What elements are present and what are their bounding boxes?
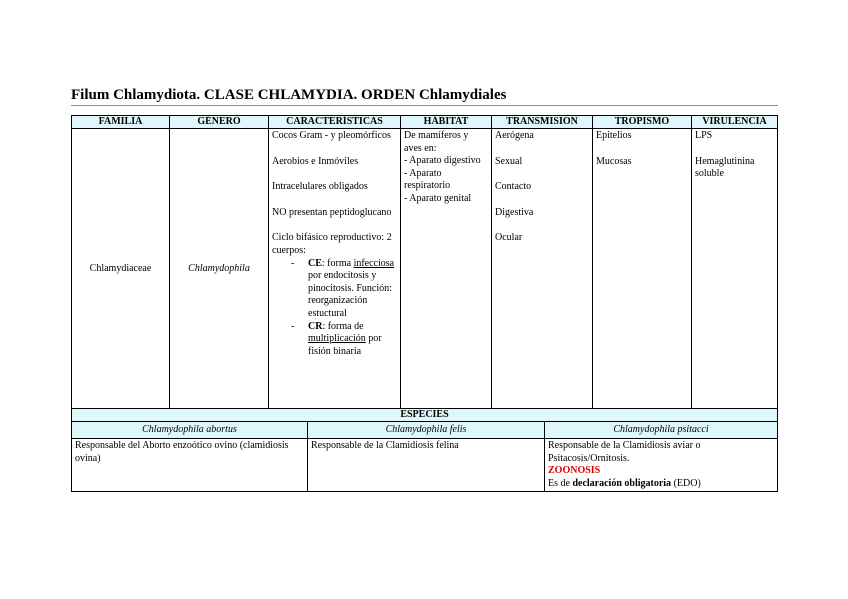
tropismo-item: Epitelios bbox=[596, 130, 632, 141]
cell-transmision bbox=[492, 129, 593, 411]
header-row bbox=[72, 116, 778, 129]
ciclo-item-ce: - CE: forma infecciosa por endocitosis y pinocitosis. Función: reorganización estuctural bbox=[291, 258, 397, 321]
char-line: NO presentan peptidoglucano bbox=[272, 206, 392, 218]
species-name: Chlamydophila abortus bbox=[72, 422, 308, 439]
habitat-item: - Aparato digestivo bbox=[404, 155, 481, 167]
edo-line: Es de declaración obligatoria (EDO) bbox=[548, 477, 701, 489]
virulencia-item: LPS bbox=[695, 130, 713, 141]
char-line: Aerobios e Inmóviles bbox=[272, 155, 359, 167]
species-table bbox=[71, 408, 778, 492]
species-name-row bbox=[72, 422, 778, 439]
header-transmision: TRANSMISIÓN bbox=[492, 116, 593, 129]
char-line: Ciclo bifásico reproductivo: 2 cuerpos: bbox=[272, 232, 392, 256]
habitat-intro: De mamíferos y aves en: bbox=[404, 130, 469, 154]
main-table bbox=[71, 115, 778, 411]
species-desc: Responsable del Aborto enzoótico ovino (clamidiosis ovina) bbox=[72, 439, 308, 492]
species-name: Chlamydophila psitacci bbox=[545, 422, 778, 439]
species-header-row bbox=[72, 409, 778, 422]
virulencia-item: Hemaglutinina soluble bbox=[695, 155, 755, 180]
header-virulencia: VIRULENCIA bbox=[692, 116, 778, 129]
header-genero: GÉNERO bbox=[170, 116, 269, 129]
transmision-item: Ocular bbox=[495, 232, 523, 244]
char-line: Cocos Gram - y pleomórficos bbox=[272, 130, 391, 141]
species-desc-psitacci bbox=[545, 439, 778, 492]
tropismo-item: Mucosas bbox=[596, 155, 632, 167]
transmision-item: Aerógena bbox=[495, 130, 534, 141]
transmision-item: Sexual bbox=[495, 155, 523, 167]
data-row bbox=[72, 129, 778, 411]
habitat-item: - Aparato respiratorio bbox=[404, 167, 451, 192]
header-tropismo: TROPISMO bbox=[593, 116, 692, 129]
header-familia: FAMILIA bbox=[72, 116, 170, 129]
document-title: Filum Chlamydiota. CLASE CHLAMYDIA. ORDEN Chlamydiales bbox=[71, 86, 778, 106]
especies-header: ESPECIES bbox=[72, 409, 778, 422]
cell-virulencia bbox=[692, 129, 778, 411]
species-desc-row bbox=[72, 439, 778, 492]
species-desc: Responsable de la Clamidiosis aviar o Psitacosis/Ornitosis. bbox=[548, 440, 701, 464]
cell-tropismo bbox=[593, 129, 692, 411]
species-desc: Responsable de la Clamidiosis felina bbox=[308, 439, 545, 492]
habitat-item: - Aparato genital bbox=[404, 192, 472, 204]
transmision-item: Digestiva bbox=[495, 206, 534, 218]
char-line: Intracelulares obligados bbox=[272, 181, 368, 193]
zoonosis-label: ZOONOSIS bbox=[548, 465, 601, 477]
cell-habitat bbox=[401, 129, 492, 411]
ciclo-list bbox=[272, 258, 397, 359]
header-caracteristicas: CARACTERÍSTICAS bbox=[269, 116, 401, 129]
cell-caracteristicas bbox=[269, 129, 401, 411]
cell-genero: Chlamydophila bbox=[170, 129, 269, 411]
cell-familia: Chlamydiaceae bbox=[72, 129, 170, 411]
species-name: Chlamydophila felis bbox=[308, 422, 545, 439]
transmision-item: Contacto bbox=[495, 181, 532, 193]
ciclo-item-cr: - CR: forma de multiplicación por fisión binaria bbox=[291, 321, 397, 359]
header-habitat: HÁBITAT bbox=[401, 116, 492, 129]
